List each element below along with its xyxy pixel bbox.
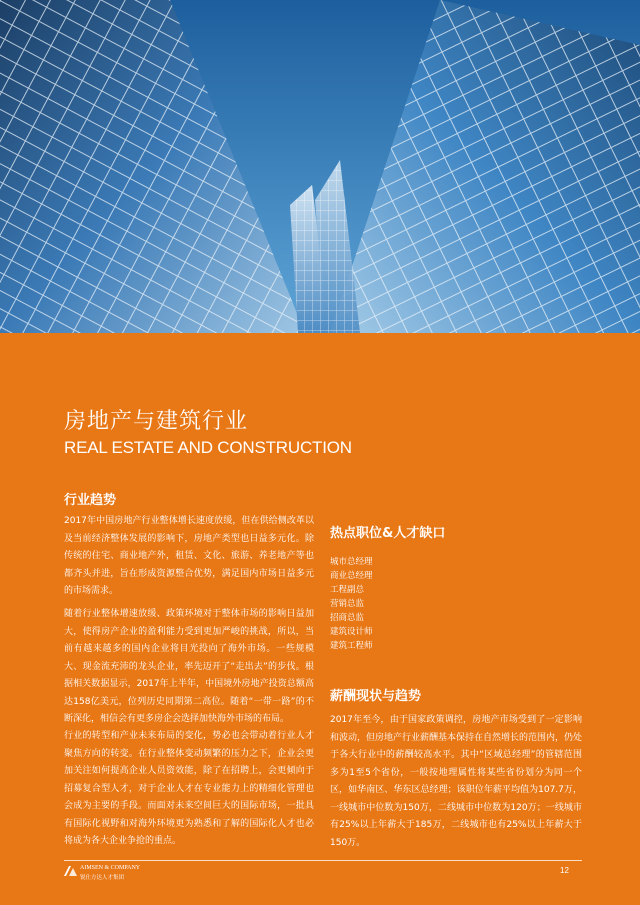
list-item: 工程副总 (330, 585, 365, 595)
page-title: 房地产与建筑行业 (64, 409, 249, 434)
skyscraper-illustration (0, 0, 640, 333)
page-subtitle-en: REAL ESTATE AND CONSTRUCTION (64, 438, 352, 457)
company-logo-text: AIMSEN & COMPANY (80, 865, 141, 871)
company-logo-icon (64, 866, 77, 876)
list-item: 营销总监 (330, 599, 365, 609)
company-logo-subtext: 锐仕方达人才集团 (80, 875, 125, 881)
page-number: 12 (560, 866, 569, 875)
hot-jobs-heading: 热点职位&人才缺口 (330, 526, 446, 541)
salary-paragraph: 2017年至今，由于国家政策调控，房地产市场受到了一定影响和波动，但房地产行业薪酬基本保持在自然增长的范围内，仍处于各大行业中的薪酬较高水平。其中“区域总经理”的管辖范围多为1至5个省份，一般按地理属性将某些省份划分为同一个区，如华南区、华东区总经理；该职位年薪平均值为107.7万，一线城市中位数为150万，二线城市中位数为120万；一线城市有25%以上年薪大于185万，二线城市也有25%以上年薪大于150万。 (330, 715, 583, 848)
list-item: 建筑设计师 (330, 627, 373, 637)
industry-trend-paragraph-2: 随着行业整体增速放缓、政策环境对于整体市场的影响日益加大，使得房产企业的盈利能力受到更加严峻的挑战，所以，当前有越来越多的国内企业将目光投向了海外市场。一些规模大、现金流充沛的龙头企业，率先迈开了“走出去”的步伐。根据相关数据显示，2017年上半年，中国境外房地产投资总额高达158亿美元，位列历史同期第二高位。随着“一带一路”的不断深化，相信会有更多房企会选择加快海外市场的布局。 (64, 609, 314, 724)
list-item: 城市总经理 (330, 557, 373, 567)
footer-divider (64, 860, 582, 861)
salary-heading: 薪酬现状与趋势 (330, 689, 422, 704)
list-item: 招商总监 (330, 613, 365, 623)
list-item: 商业总经理 (330, 571, 373, 581)
hot-jobs-list (330, 555, 373, 653)
industry-trend-paragraph-3: 行业的转型和产业未来布局的变化，势必也会带动着行业人才聚焦方向的转变。在行业整体变动频繁的压力之下，企业会更加关注如何提高企业人员资效能，除了在招聘上，会更倾向于招募复合型人才，对于企业人才在专业能力上的精细化管理也会成为主要的手段。而面对未来空间巨大的国际市场，一批具有国际化视野和对海外环境更为熟悉和了解的国际化人才也必将成为各大企业争抢的重点。 (64, 731, 314, 846)
list-item: 建筑工程师 (330, 641, 373, 651)
industry-trend-heading: 行业趋势 (64, 493, 117, 508)
industry-trend-paragraph-1: 2017年中国房地产行业整体增长速度放缓，但在供给侧改革以及当前经济整体发展的影响下，房地产类型也日益多元化。除传统的住宅、商业地产外，租赁、文化、旅游、养老地产等也都齐头并进，旨在形成资源整合优势，满足国内市场日益多元的市场需求。 (64, 516, 314, 596)
hero-photo (0, 0, 640, 333)
